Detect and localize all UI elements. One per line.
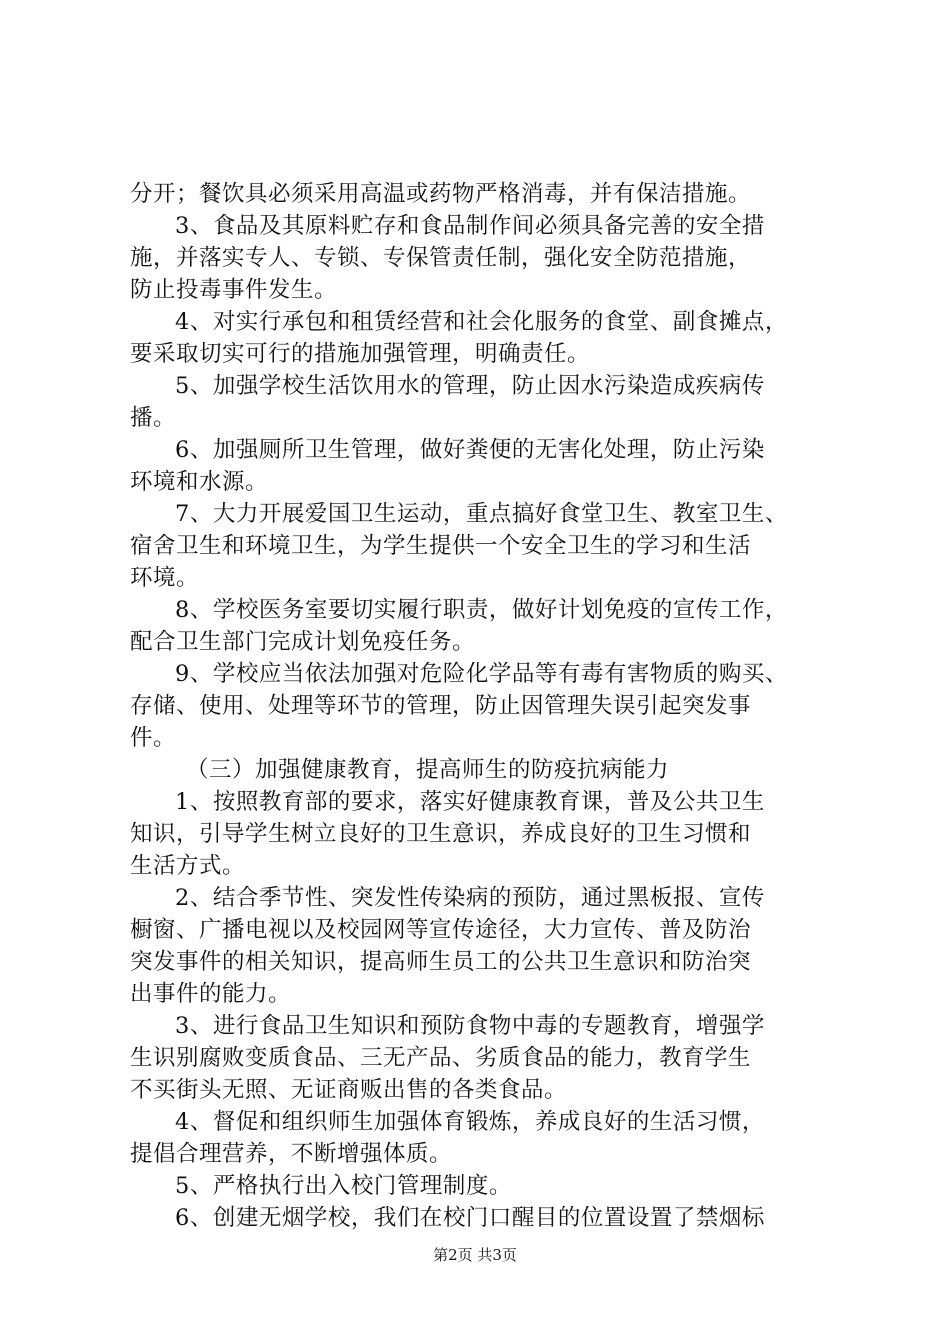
text-line: 4、对实行承包和租赁经营和社会化服务的食堂、副食摊点，	[175, 309, 788, 335]
text-line: 分开；餐饮具必须采用高温或药物严格消毒，并有保洁措施。	[130, 181, 752, 207]
text-line: 生活方式。	[130, 853, 246, 879]
text-line: 4、督促和组织师生加强体育锻炼，养成良好的生活习惯，	[175, 1109, 765, 1135]
text-line: 存储、使用、处理等环节的管理，防止因管理失误引起突发事	[130, 693, 752, 719]
text-line: 突发事件的相关知识，提高师生员工的公共卫生意识和防治突	[130, 949, 752, 975]
text-line: 宿舍卫生和环境卫生，为学生提供一个安全卫生的学习和生活	[130, 533, 752, 559]
text-line: 2、结合季节性、突发性传染病的预防，通过黑板报、宣传	[175, 885, 765, 911]
text-line: 提倡合理营养，不断增强体质。	[130, 1141, 453, 1167]
section-heading: （三）加强健康教育，提高师生的防疫抗病能力	[186, 757, 670, 783]
text-line: 1、按照教育部的要求，落实好健康教育课，普及公共卫生	[175, 789, 765, 815]
text-line: 7、大力开展爱国卫生运动，重点搞好食堂卫生、教室卫生、	[175, 501, 788, 527]
text-line: 防止投毒事件发生。	[130, 277, 338, 303]
text-line: 9、学校应当依法加强对危险化学品等有毒有害物质的购买、	[175, 661, 788, 687]
text-line: 环境和水源。	[130, 469, 269, 495]
text-line: 知识，引导学生树立良好的卫生意识，养成良好的卫生习惯和	[130, 821, 752, 847]
text-line: 橱窗、广播电视以及校园网等宣传途径，大力宣传、普及防治	[130, 917, 752, 943]
text-line: 5、加强学校生活饮用水的管理，防止因水污染造成疾病传	[175, 373, 765, 399]
text-line: 6、创建无烟学校，我们在校门口醒目的位置设置了禁烟标	[175, 1205, 765, 1231]
text-line: 件。	[130, 725, 177, 751]
text-line: 施，并落实专人、专锁、专保管责任制，强化安全防范措施，	[130, 245, 752, 271]
text-line: 生识别腐败变质食品、三无产品、劣质食品的能力，教育学生	[130, 1045, 752, 1071]
text-line: 不买街头无照、无证商贩出售的各类食品。	[130, 1077, 568, 1103]
text-line: 出事件的能力。	[130, 981, 292, 1007]
text-line: 3、食品及其原料贮存和食品制作间必须具备完善的安全措	[175, 213, 765, 239]
text-line: 播。	[130, 405, 177, 431]
text-line: 8、学校医务室要切实履行职责，做好计划免疫的宣传工作，	[175, 597, 788, 623]
text-line: 要采取切实可行的措施加强管理，明确责任。	[130, 341, 591, 367]
text-line: 3、进行食品卫生知识和预防食物中毒的专题教育，增强学	[175, 1013, 765, 1039]
page-number-footer: 第2页 共3页	[433, 1246, 517, 1264]
text-line: 6、加强厕所卫生管理，做好粪便的无害化处理，防止污染	[175, 437, 765, 463]
text-line: 5、严格执行出入校门管理制度。	[175, 1173, 512, 1199]
text-line: 配合卫生部门完成计划免疫任务。	[130, 629, 476, 655]
text-line: 环境。	[130, 565, 200, 591]
